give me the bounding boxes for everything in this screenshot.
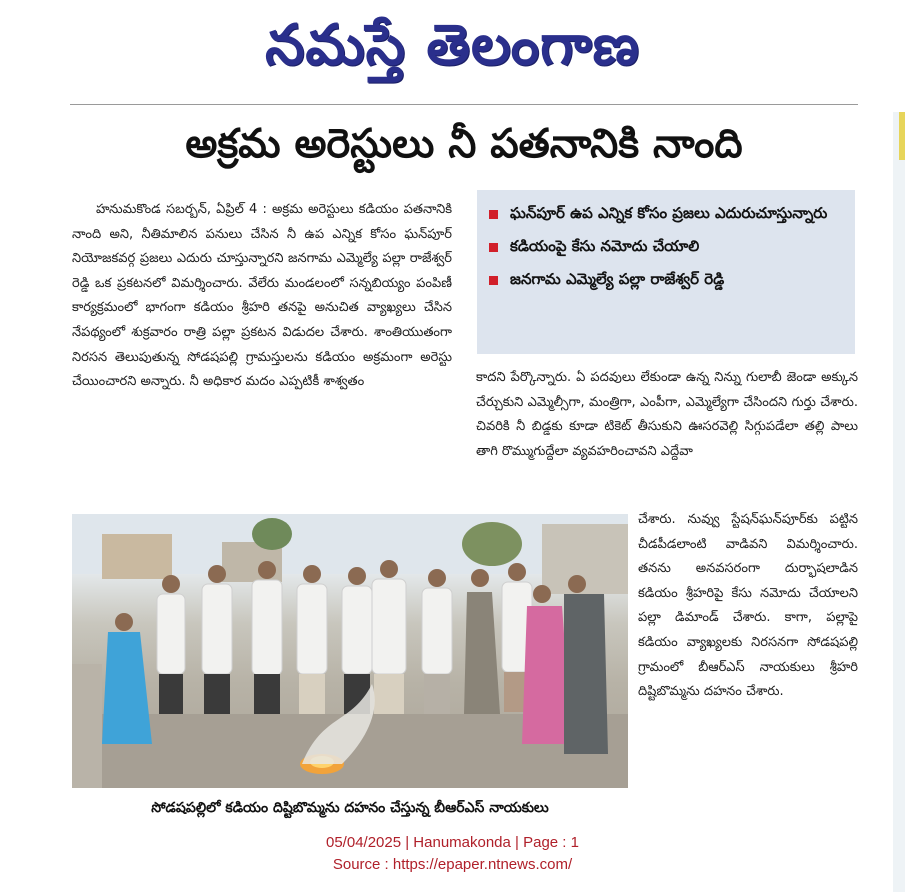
protest-photo-illustration — [72, 514, 628, 788]
highlight-item — [489, 266, 843, 293]
highlight-text: ఘన్‌పూర్ ఉప ఎన్నిక కోసం ప్రజలు ఎదురుచూస్తున్నారు — [510, 204, 828, 222]
masthead — [0, 0, 905, 92]
red-square-bullet-icon — [489, 210, 498, 219]
photo-caption: సోడషపల్లిలో కడియం దిష్టిబొమ్మను దహనం చేస్తున్న బీఆర్ఎస్ నాయకులు — [151, 799, 549, 816]
masthead-divider — [70, 104, 858, 105]
red-square-bullet-icon — [489, 243, 498, 252]
highlight-text: కడియంపై కేసు నమోదు చేయాలి — [510, 237, 700, 255]
highlights-box — [477, 190, 855, 354]
article-column-right-top: కాదని పేర్కొన్నారు. ఏ పదవులు లేకుండా ఉన్న నిన్ను గులాబీ జెండా అక్కున చేర్చుకుని ఎమ్మెల్సీగా, మంత్రిగా, ఎంపీగా, ఎమ్మెల్యేగా చేసిందని గుర్తు చేశారు. చివరికి నీ బిడ్డకు కూడా టికెట్ తీసుకుని ఊసరవెల్లి సిగ్గుపడేలా తల్లి పాలు తాగి రొమ్ముగుద్దేలా వ్యవహరించావని ఎద్దేవా — [476, 370, 858, 459]
highlight-item — [489, 233, 843, 260]
edge-accent — [899, 112, 905, 160]
newspaper-logo: నమస్తే తెలంగాణ — [265, 13, 640, 78]
article-column-right-bottom: చేశారు. నువ్వు స్టేషన్‌ఘన్‌పూర్‌కు పట్టిన చీడపీడలాంటి వాడివని విమర్శించారు. తనను అనవసరంగా దుర్భాషలాడిన కడియం శ్రీహరిపై కేసు నమోదు చేయాలని పల్లా డిమాండ్ చేశారు. కాగా, పల్లాపై కడియం వ్యాఖ్యలకు నిరసనగా సోడషపల్లి గ్రామంలో బీఆర్ఎస్ నాయకులు శ్రీహరి దిష్టిబొమ్మను దహనం చేశారు. — [638, 512, 858, 700]
article-headline: అక్రమ అరెస్టులు నీ పతనానికి నాంది — [185, 121, 743, 167]
article-column-left: హనుమకొండ సబర్బన్, ఏప్రిల్ 4 : అక్రమ అరెస్టులు కడియం పతనానికి నాంది అని, నీతిమాలిన పనులు చేసిన నీ ఉప ఎన్నిక కోసం ఘన్‌పూర్ నియోజకవర్గ ప్రజలు ఎదురు చూస్తున్నారని జనగామ ఎమ్మెల్యే పల్లా రాజేశ్వర్ రెడ్డి ఒక ప్రకటనలో విమర్శించారు. వేలేరు మండలంలో సన్నబియ్యం పంపిణీ కార్యక్రమంలో భాగంగా కడియం శ్రీహరి తనపై అనుచిత వ్యాఖ్యలు చేసిన నేపథ్యంలో శుక్రవారం రాత్రి పల్లా ప్రకటన విడుదల చేశారు. శాంతియుతంగా నిరసన తెలుపుతున్న సోడషపల్లి గ్రామస్తులను కడియం అక్రమంగా అరెస్టు చేయించారని అన్నారు. నీ అధికార మదం ఎప్పటికీ శాశ్వతం — [72, 202, 452, 390]
red-square-bullet-icon — [489, 276, 498, 285]
page-edge-strip — [893, 112, 905, 892]
source-link[interactable]: Source : https://epaper.ntnews.com/ — [332, 856, 573, 873]
news-photo — [72, 514, 628, 788]
highlight-text: జనగామ ఎమ్మెల్యే పల్లా రాజేశ్వర్ రెడ్డి — [510, 270, 725, 288]
edition-info: 05/04/2025 | Hanumakonda | Page : 1 — [326, 834, 579, 851]
highlight-item — [489, 200, 843, 227]
